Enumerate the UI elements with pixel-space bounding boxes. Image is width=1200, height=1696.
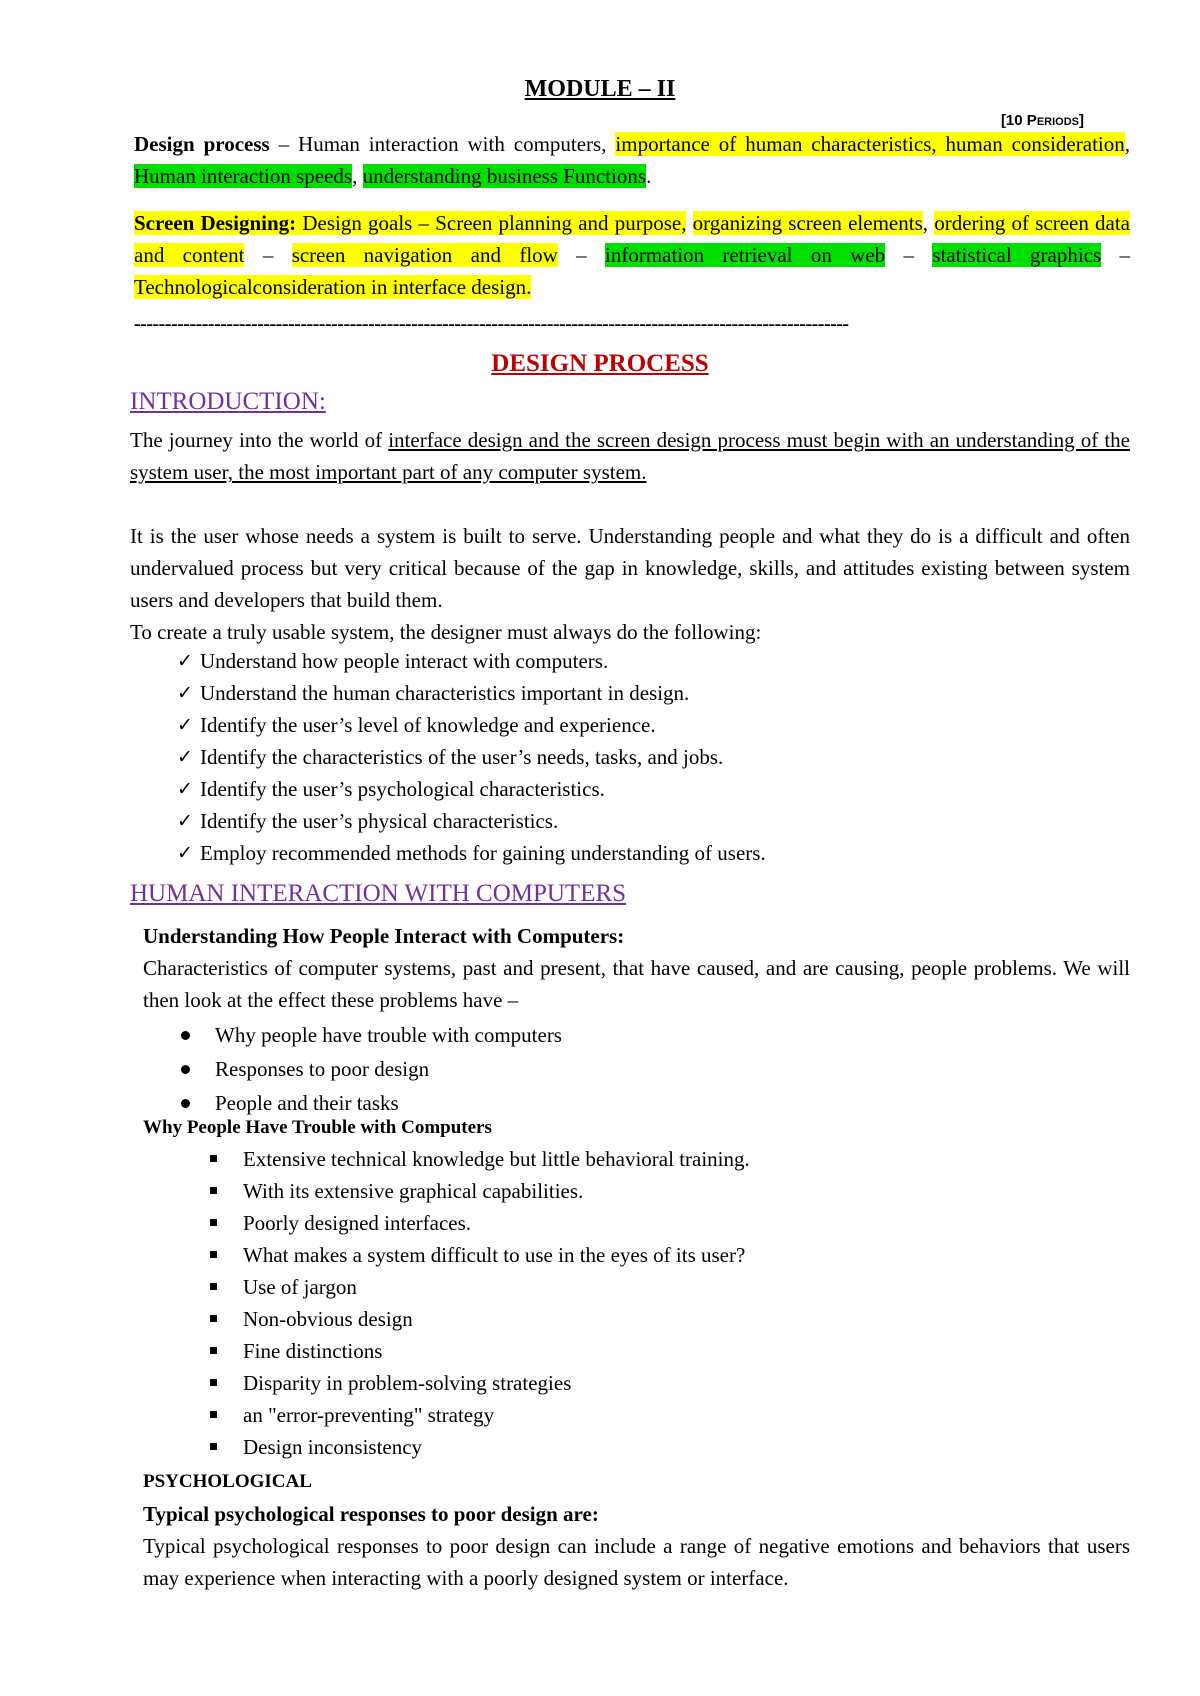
user-needs-paragraph: It is the user whose needs a system is built to serve. Understanding people and what they do is a difficult and often undervalued process but very critical because of the gap in knowledge, skills, and attitudes existing between system users and developers that build them.: [130, 524, 1130, 612]
syllabus-screen-designing: [134, 207, 1130, 303]
trouble-text: Fine distinctions: [243, 1339, 383, 1363]
list-item: [143, 1271, 750, 1303]
periods-initial: P: [1026, 112, 1037, 129]
square-bullet-icon: [210, 1283, 217, 1290]
list-item: [143, 1431, 750, 1463]
checkmark-icon: ✓: [177, 650, 193, 672]
syllabus-text: [686, 211, 692, 235]
intro-plain-text: The journey into the world of: [130, 428, 389, 452]
syllabus-text: –: [557, 243, 606, 267]
highlight-yellow: Design goals – Screen planning and purpose,: [296, 211, 687, 235]
square-bullet-icon: [210, 1251, 217, 1258]
periods-label: [1001, 112, 1084, 129]
list-item: [143, 1052, 562, 1086]
effects-bullet-list: [143, 1018, 562, 1120]
periods-number: [10: [1000, 112, 1027, 129]
checkmark-icon: ✓: [177, 714, 193, 736]
checklist-text: Understand the human characteristics important in design.: [200, 681, 690, 705]
square-bullet-icon: [210, 1443, 217, 1450]
highlight-yellow: screen navigation and flow: [291, 243, 558, 267]
psychological-heading: PSYCHOLOGICAL: [143, 1471, 312, 1492]
trouble-text: Non-obvious design: [243, 1307, 413, 1331]
list-item: [143, 1018, 562, 1052]
checklist-text: Identify the user’s level of knowledge and experience.: [200, 713, 656, 737]
syllabus-text: ,: [1124, 132, 1130, 156]
highlight-green: information retrieval on web: [605, 243, 886, 267]
understanding-subheading: Understanding How People Interact with Computers:: [143, 924, 625, 948]
psychological-paragraph: Typical psychological responses to poor design can include a range of negative emotions and behaviors that users may experience when interacting with a poorly designed system or interface.: [143, 1534, 1130, 1590]
psychological-subheading: Typical psychological responses to poor design are:: [143, 1502, 599, 1526]
square-bullet-icon: [210, 1155, 217, 1162]
square-bullet-icon: [210, 1411, 217, 1418]
trouble-text: What makes a system difficult to use in the eyes of its user?: [243, 1243, 746, 1267]
highlight-yellow: Technologicalconsideration in interface design.: [134, 275, 532, 299]
list-item: [130, 805, 766, 837]
module-title: MODULE – II: [524, 76, 676, 102]
trouble-text: Extensive technical knowledge but little behavioral training.: [243, 1147, 750, 1171]
list-item: [130, 773, 766, 805]
checkmark-icon: ✓: [177, 842, 193, 864]
list-item: [143, 1143, 750, 1175]
syllabus-text: – Human interaction with computers,: [269, 132, 616, 156]
syllabus-label-screen-designing: Screen Designing:: [134, 211, 297, 235]
introduction-heading: INTRODUCTION:: [130, 388, 326, 415]
syllabus-text: ,: [352, 164, 363, 188]
syllabus-text: .: [646, 164, 652, 188]
periods-close: ]: [1079, 112, 1084, 129]
syllabus-text: –: [1101, 243, 1131, 267]
square-bullet-icon: [210, 1347, 217, 1354]
trouble-text: Disparity in problem-solving strategies: [243, 1371, 572, 1395]
highlight-green: Human interaction speeds: [134, 164, 353, 188]
trouble-text: Poorly designed interfaces.: [243, 1211, 472, 1235]
highlight-yellow: ordering of screen data and content: [134, 211, 1131, 267]
highlight-green: statistical graphics: [932, 243, 1102, 267]
bullet-dot-icon: [181, 1099, 190, 1108]
highlight-green: understanding business Functions: [362, 164, 647, 188]
trouble-text: Design inconsistency: [243, 1435, 423, 1459]
list-item: [143, 1303, 750, 1335]
checklist-text: Identify the user’s psychological characteristics.: [200, 777, 605, 801]
trouble-heading: Why People Have Trouble with Computers: [143, 1117, 492, 1138]
list-item: [143, 1239, 750, 1271]
square-bullet-icon: [210, 1219, 217, 1226]
list-item: [143, 1335, 750, 1367]
list-item: [130, 645, 766, 677]
periods-smallcaps: ERIODS: [1036, 116, 1079, 128]
human-interaction-heading: HUMAN INTERACTION WITH COMPUTERS: [130, 880, 627, 907]
checkmark-icon: ✓: [177, 778, 193, 800]
highlight-yellow: organizing screen elements: [692, 211, 923, 235]
section-title-design-process: DESIGN PROCESS: [491, 350, 709, 377]
characteristics-paragraph: Characteristics of computer systems, past and present, that have caused, and are causing, people problems. We will then look at the effect these problems have –: [143, 956, 1130, 1012]
bullet-text: Why people have trouble with computers: [215, 1023, 562, 1047]
syllabus-design-process: [134, 128, 1130, 192]
list-item: [130, 677, 766, 709]
section-divider: --------------------------------------------------------------------------------------------------------------------: [134, 313, 849, 335]
bullet-text: People and their tasks: [215, 1091, 399, 1115]
bullet-dot-icon: [181, 1031, 190, 1040]
checkmark-icon: ✓: [177, 682, 193, 704]
syllabus-text: –: [244, 243, 292, 267]
checkmark-icon: ✓: [177, 746, 193, 768]
list-item: [143, 1399, 750, 1431]
list-item: [130, 741, 766, 773]
syllabus-text: ,: [922, 211, 935, 235]
list-item: [143, 1367, 750, 1399]
trouble-text: an "error-preventing" strategy: [243, 1403, 495, 1427]
trouble-text: Use of jargon: [243, 1275, 357, 1299]
highlight-yellow: importance of human characteristics, human consideration: [615, 132, 1125, 156]
checklist-text: Identify the user’s physical characteristics.: [200, 809, 559, 833]
list-item: [143, 1175, 750, 1207]
square-bullet-icon: [210, 1315, 217, 1322]
syllabus-label-design-process: Design process: [134, 132, 270, 156]
designer-checklist: [130, 645, 766, 869]
bullet-text: Responses to poor design: [215, 1057, 430, 1081]
trouble-list: [143, 1143, 750, 1463]
square-bullet-icon: [210, 1187, 217, 1194]
bullet-dot-icon: [181, 1065, 190, 1074]
list-item: [143, 1207, 750, 1239]
trouble-text: With its extensive graphical capabilities.: [243, 1179, 584, 1203]
checklist-text: Employ recommended methods for gaining understanding of users.: [200, 841, 766, 865]
intro-underlined-text: interface design and the screen design process must begin with an understanding of the system user, the most important part of any computer system.: [130, 428, 1130, 484]
list-item: [130, 709, 766, 741]
square-bullet-icon: [210, 1379, 217, 1386]
checklist-text: Understand how people interact with computers.: [200, 649, 609, 673]
intro-paragraph: [130, 424, 1130, 488]
checkmark-icon: ✓: [177, 810, 193, 832]
syllabus-text: –: [885, 243, 933, 267]
usable-system-intro: To create a truly usable system, the designer must always do the following:: [130, 620, 762, 644]
checklist-text: Identify the characteristics of the user’s needs, tasks, and jobs.: [200, 745, 724, 769]
list-item: [130, 837, 766, 869]
